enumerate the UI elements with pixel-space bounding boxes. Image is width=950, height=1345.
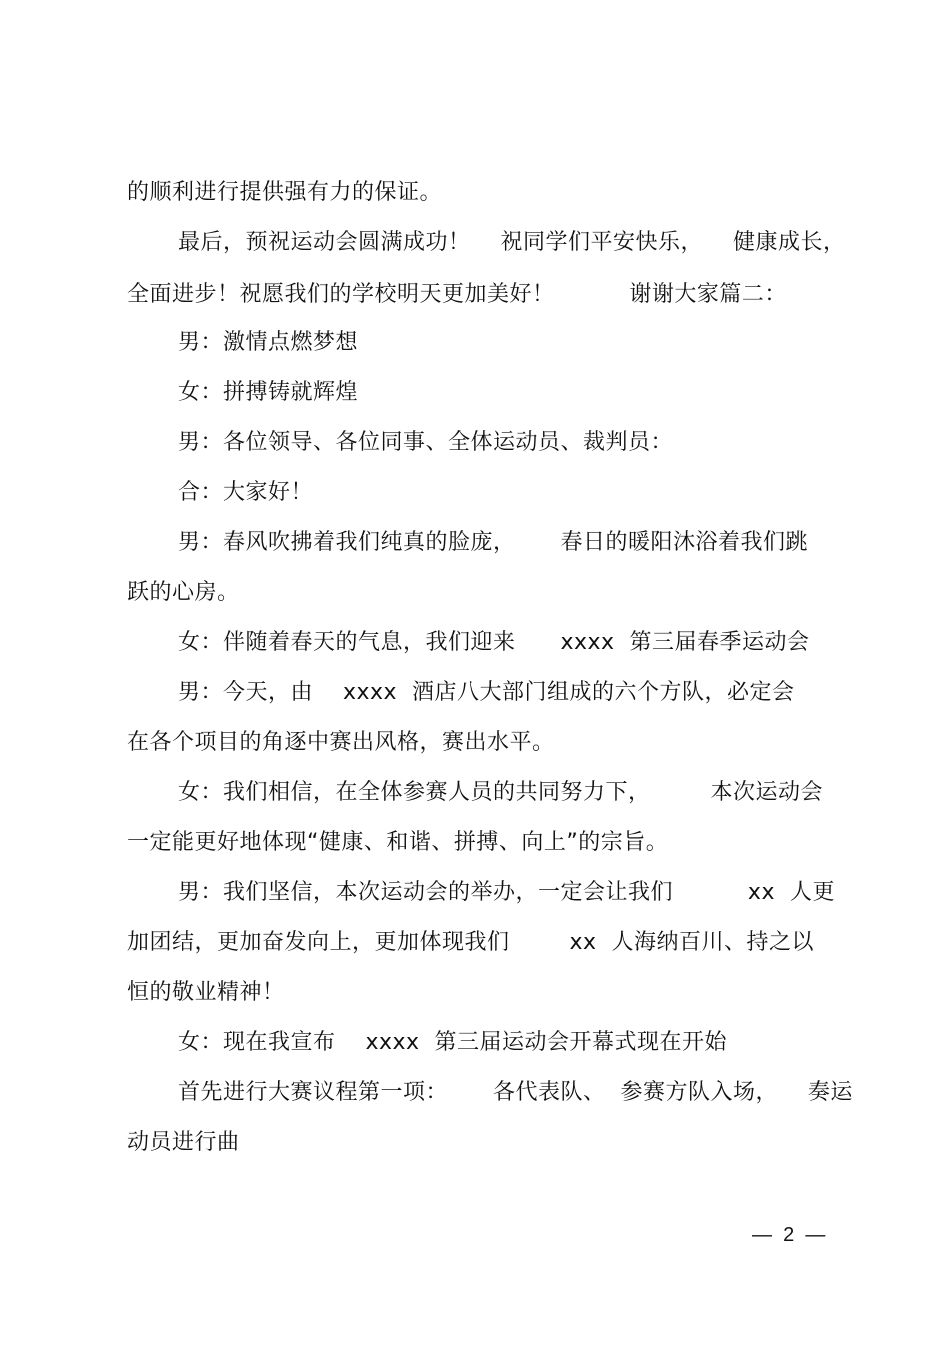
text-line: 在各个项目的角逐中赛出风格，赛出水平。 [127, 730, 555, 755]
text-line: 女：拼搏铸就辉煌 [178, 380, 359, 405]
text-line: 男：我们坚信，本次运动会的举办，一定会让我们 xx 人更 [178, 880, 835, 905]
text-line: 最后，预祝运动会圆满成功！ 祝同学们平安快乐， 健康成长， [178, 230, 846, 255]
text-line: 恒的敬业精神！ [127, 980, 285, 1005]
text-line: 男：春风吹拂着我们纯真的脸庞， 春日的暖阳沐浴着我们跳 [178, 530, 808, 555]
text-line: 的顺利进行提供强有力的保证。 [127, 180, 443, 205]
text-line: 男：激情点燃梦想 [178, 330, 359, 355]
text-line: 首先进行大赛议程第一项： 各代表队、 参赛方队入场， 奏运 [178, 1080, 853, 1105]
text-line: 女：伴随着春天的气息，我们迎来 xxxx 第三届春季运动会 [178, 630, 810, 655]
text-line: 合：大家好！ [178, 480, 314, 505]
text-line: 加团结，更加奋发向上，更加体现我们 xx 人海纳百川、持之以 [127, 930, 814, 955]
text-line: 全面进步！祝愿我们的学校明天更加美好！ 谢谢大家篇二： [127, 282, 787, 307]
text-line: 一定能更好地体现“健康、和谐、拼搏、向上”的宗旨。 [127, 830, 669, 855]
text-line: 男：各位领导、各位同事、全体运动员、裁判员： [178, 430, 674, 455]
page-number: — 2 — [752, 1224, 826, 1246]
text-line: 男：今天，由 xxxx 酒店八大部门组成的六个方队，必定会 [178, 680, 795, 705]
text-line: 动员进行曲 [127, 1130, 240, 1155]
text-line: 跃的心房。 [127, 580, 240, 605]
text-line: 女：我们相信，在全体参赛人员的共同努力下， 本次运动会 [178, 780, 823, 805]
text-line: 女：现在我宣布 xxxx 第三届运动会开幕式现在开始 [178, 1030, 728, 1055]
